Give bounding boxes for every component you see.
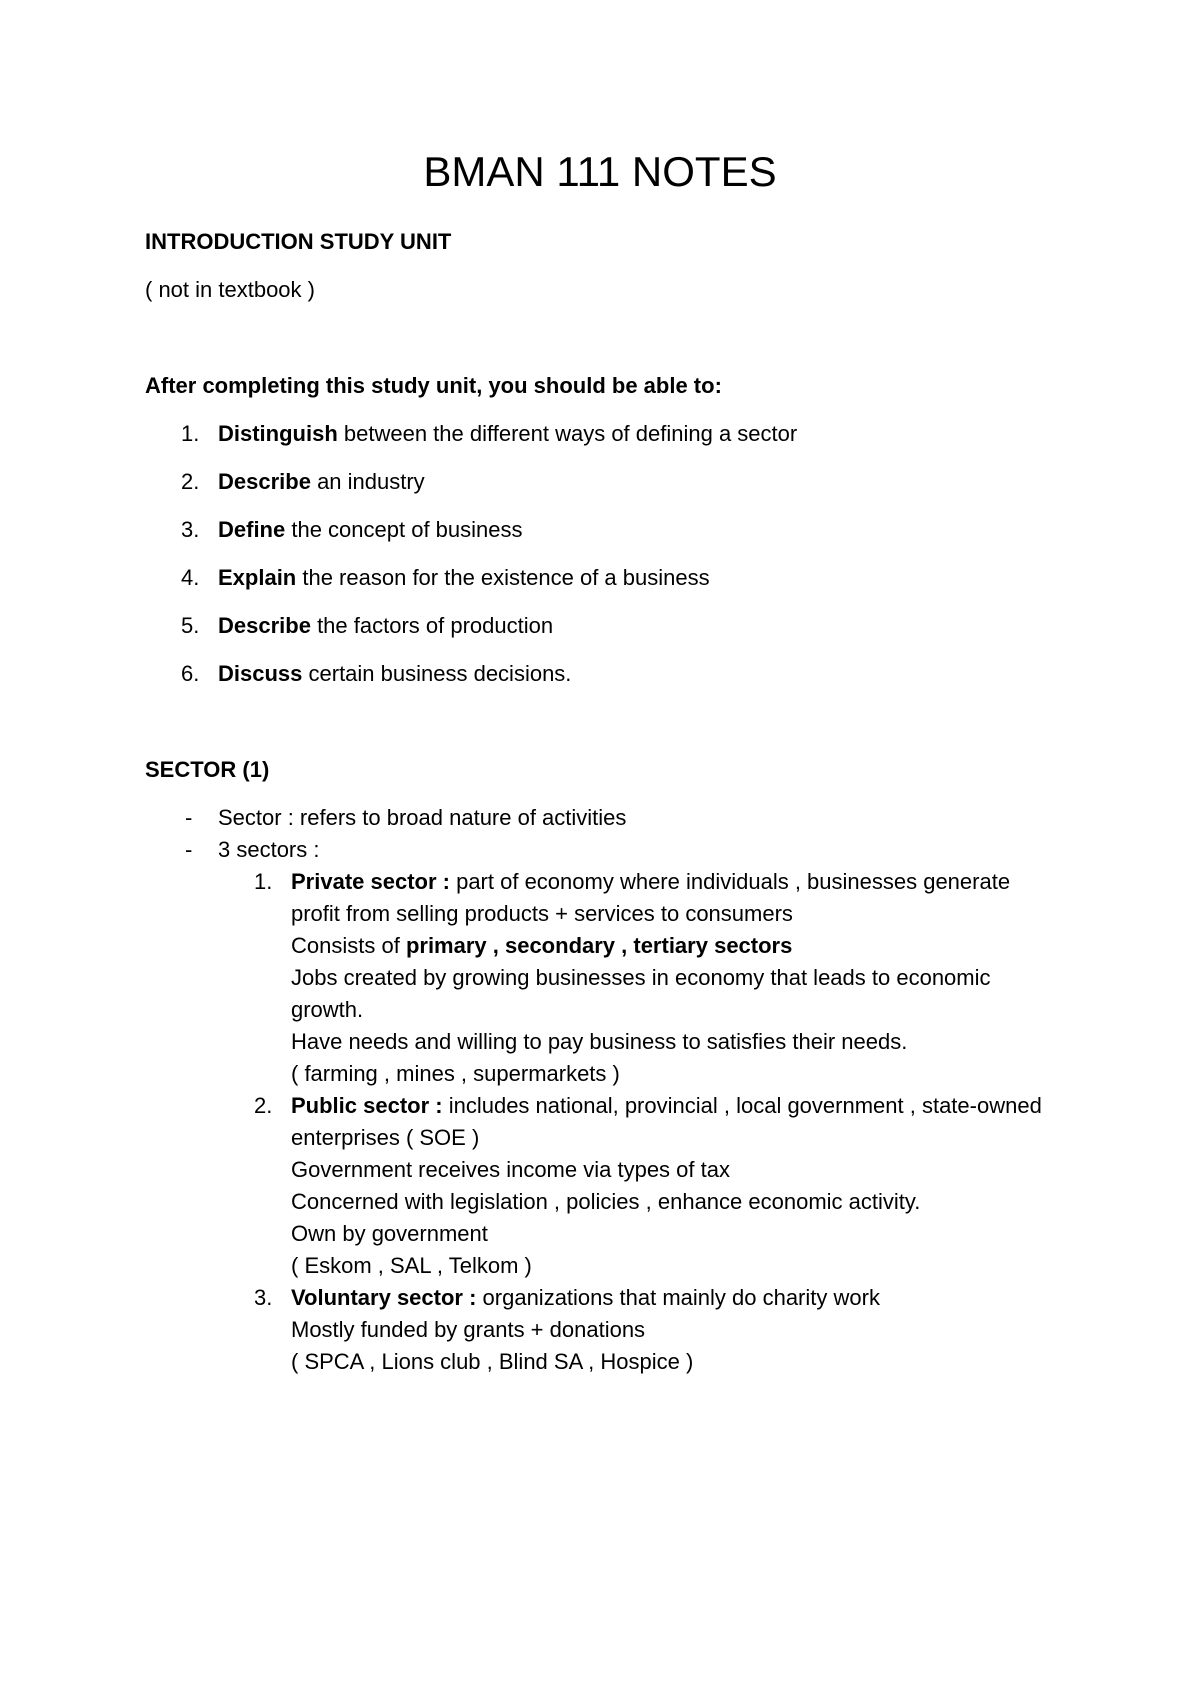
- unit-note: ( not in textbook ): [145, 277, 315, 302]
- sector-line: Jobs created by growing businesses in economy that leads to economic: [291, 965, 991, 990]
- sector-line: ( SPCA , Lions club , Blind SA , Hospice ): [291, 1349, 694, 1374]
- list-text: [218, 613, 553, 639]
- sector-name: Voluntary sector :: [291, 1285, 477, 1310]
- sector-description: part of economy where individuals , businesses generate: [449, 869, 1011, 894]
- list-number: 5.: [181, 613, 200, 638]
- bullet-dash: -: [185, 837, 193, 862]
- sector-line: enterprises ( SOE ): [291, 1125, 480, 1150]
- sector-line: Mostly funded by grants + donations: [291, 1317, 646, 1342]
- list-number: 4.: [181, 565, 200, 590]
- action-verb: Describe: [218, 613, 311, 638]
- sector-line: ( farming , mines , supermarkets ): [291, 1061, 620, 1086]
- list-number: 3.: [254, 1285, 273, 1310]
- sector-line: Concerned with legislation , policies , enhance economic activity.: [291, 1189, 921, 1214]
- sector-line: growth.: [291, 997, 364, 1022]
- sector-line: ( Eskom , SAL , Telkom ): [291, 1253, 532, 1278]
- sector-line-text: Consists of: [291, 933, 406, 958]
- sector-bold-fragment: primary , secondary , tertiary sectors: [405, 933, 793, 958]
- sector-description: organizations that mainly do charity work: [476, 1285, 880, 1310]
- action-verb: Distinguish: [218, 421, 338, 446]
- bullet-text: Sector : refers to broad nature of activities: [218, 805, 627, 830]
- outcomes-intro: After completing this study unit, you should be able to:: [145, 373, 722, 398]
- sector-first-line: [291, 1285, 880, 1311]
- outcome-rest: between the different ways of defining a sector: [337, 421, 798, 446]
- outcome-rest: the reason for the existence of a business: [296, 565, 710, 590]
- action-verb: Explain: [218, 565, 297, 590]
- bullet-text: 3 sectors :: [218, 837, 320, 862]
- list-number: 1.: [254, 869, 273, 894]
- list-text: [218, 469, 425, 495]
- list-number: 2.: [181, 469, 200, 494]
- sector-line: Have needs and willing to pay business to satisfies their needs.: [291, 1029, 908, 1054]
- page-title: BMAN 111 NOTES: [423, 148, 777, 195]
- sector-heading: SECTOR (1): [145, 757, 270, 782]
- list-number: 6.: [181, 661, 200, 686]
- outcome-rest: the factors of production: [310, 613, 554, 638]
- sector-name: Private sector :: [291, 869, 450, 894]
- list-number: 1.: [181, 421, 200, 446]
- sector-description: includes national, provincial , local government , state-owned: [442, 1093, 1042, 1118]
- action-verb: Describe: [218, 469, 311, 494]
- sector-first-line: [291, 1093, 1042, 1119]
- outcome-rest: an industry: [310, 469, 425, 494]
- list-number: 3.: [181, 517, 200, 542]
- list-text: [218, 661, 571, 687]
- list-text: [218, 565, 710, 591]
- bullet-dash: -: [185, 805, 193, 830]
- outcome-rest: certain business decisions.: [302, 661, 572, 686]
- sector-line: [291, 933, 792, 959]
- list-text: [218, 421, 797, 447]
- sector-line: Government receives income via types of tax: [291, 1157, 730, 1182]
- sector-name: Public sector :: [291, 1093, 443, 1118]
- action-verb: Discuss: [218, 661, 303, 686]
- sector-first-line: [291, 869, 1010, 895]
- list-number: 2.: [254, 1093, 273, 1118]
- unit-heading: INTRODUCTION STUDY UNIT: [145, 229, 452, 254]
- action-verb: Define: [218, 517, 286, 542]
- sector-line: profit from selling products + services to consumers: [291, 901, 793, 926]
- sector-line: Own by government: [291, 1221, 488, 1246]
- list-text: [218, 517, 523, 543]
- outcome-rest: the concept of business: [285, 517, 523, 542]
